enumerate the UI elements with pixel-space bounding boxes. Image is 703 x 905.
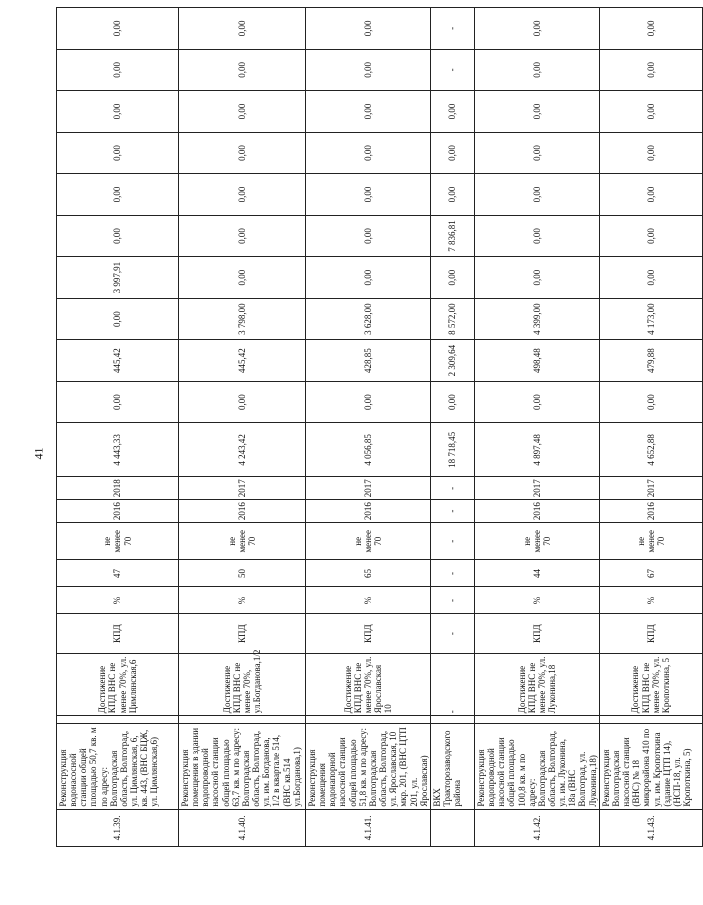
value-8: 0,00 bbox=[474, 132, 599, 174]
indicator: - bbox=[430, 614, 474, 653]
value-4: 4 399,00 bbox=[474, 298, 599, 340]
object-name: Реконструкция помещения водонапорной насосной станции общей площадью 51,8 кв. м по адресу: Волгоградская область, Волгоград, ул. Ярославская, 10 мкр. 201, (ВНС ЦТП 201, ул. Ярославская) bbox=[306, 724, 431, 809]
row-number: 4.1.41. bbox=[306, 809, 431, 846]
value-10: 0,00 bbox=[57, 49, 179, 91]
year-start: 2016 bbox=[179, 500, 306, 523]
indicator: КПД bbox=[179, 614, 306, 653]
target-value: не менее 70 bbox=[474, 523, 599, 560]
value-8: 0,00 bbox=[57, 132, 179, 174]
year-end: 2017 bbox=[179, 477, 306, 500]
value-8: 0,00 bbox=[306, 132, 431, 174]
row-number: 4.1.43. bbox=[599, 809, 702, 846]
value-4: 8 572,00 bbox=[430, 298, 474, 340]
unit: % bbox=[306, 587, 431, 614]
year-end: 2017 bbox=[599, 477, 702, 500]
target-value: не менее 70 bbox=[306, 523, 431, 560]
value-5: 0,00 bbox=[474, 257, 599, 299]
table-row bbox=[57, 8, 179, 847]
value-3: 445,42 bbox=[179, 340, 306, 382]
value-4: 4 173,00 bbox=[599, 298, 702, 340]
value-7: 0,00 bbox=[474, 174, 599, 216]
spacer bbox=[306, 716, 431, 724]
indicator: КПД bbox=[474, 614, 599, 653]
value-4: 0,00 bbox=[57, 298, 179, 340]
row-number: 4.1.39. bbox=[57, 809, 179, 846]
spacer bbox=[179, 716, 306, 724]
value-5: 0,00 bbox=[179, 257, 306, 299]
value-11: 0,00 bbox=[57, 8, 179, 50]
value-6: 0,00 bbox=[306, 215, 431, 257]
value-5: 0,00 bbox=[599, 257, 702, 299]
total-cost: 4 652,88 bbox=[599, 423, 702, 477]
unit: - bbox=[430, 587, 474, 614]
current-value: 67 bbox=[599, 560, 702, 587]
unit: % bbox=[474, 587, 599, 614]
value-7: 0,00 bbox=[306, 174, 431, 216]
value-8: 0,00 bbox=[179, 132, 306, 174]
value-9: 0,00 bbox=[306, 91, 431, 133]
table-row bbox=[306, 8, 431, 847]
object-name: Реконструкция Волгоградская насосной станции (ВНС) № 18 микрорайона 410 по ул. им. Кропоткина (здание ЦТП 14), (НСП-18, ул. Кропоткина, 5) bbox=[599, 724, 702, 809]
target-value: - bbox=[430, 523, 474, 560]
value-5: 3 997,91 bbox=[57, 257, 179, 299]
current-value: 47 bbox=[57, 560, 179, 587]
current-value: 65 bbox=[306, 560, 431, 587]
year-end: 2017 bbox=[474, 477, 599, 500]
value-11: - bbox=[430, 8, 474, 50]
value-7: 0,00 bbox=[57, 174, 179, 216]
goal-text: Достижение КПД ВНС не менее 70%, ул. Ярославская 10 bbox=[306, 653, 431, 715]
value-8: 0,00 bbox=[599, 132, 702, 174]
target-value: не менее 70 bbox=[599, 523, 702, 560]
indicator: КПД bbox=[306, 614, 431, 653]
rotated-table-container bbox=[56, 7, 692, 847]
value-5: 0,00 bbox=[430, 257, 474, 299]
table-body bbox=[57, 8, 703, 847]
spacer bbox=[474, 716, 599, 724]
current-value: 50 bbox=[179, 560, 306, 587]
goal-text: Достижение КПД ВНС не менее 70%, ул.Богданова,1/2 bbox=[179, 653, 306, 715]
object-name: Реконструкция водонасосной станции общей площадью 50,7 кв. м по адресу: Волгоградская область, Волгоград, ул. Цимлянская, 6, кв. 443, (ВНС БЦЖ, ул. Цимлянская,6) bbox=[57, 724, 179, 809]
value-9: 0,00 bbox=[430, 91, 474, 133]
goal-text: Достижение КПД ВНС не менее 70%, ул. Луконина,18 bbox=[474, 653, 599, 715]
value-9: 0,00 bbox=[57, 91, 179, 133]
value-11: 0,00 bbox=[474, 8, 599, 50]
value-7: 0,00 bbox=[599, 174, 702, 216]
year-end: - bbox=[430, 477, 474, 500]
object-name: Реконструкция водопроводной насосной станции общей площадью 100,8 кв. м по адресу: Волгоградская область, Волгоград, ул. им. Луконина, 18а (ВНС Волгоград, ул. Луконина,18) bbox=[474, 724, 599, 809]
year-start: 2016 bbox=[57, 500, 179, 523]
value-10: 0,00 bbox=[599, 49, 702, 91]
goal-text: - bbox=[430, 653, 474, 715]
total-cost: 4 243,42 bbox=[179, 423, 306, 477]
value-6: 7 836,81 bbox=[430, 215, 474, 257]
value-4: 3 798,00 bbox=[179, 298, 306, 340]
object-name: Реконструкция помещения в здании водопроводной насосной станции общей площадью 63,7 кв. м по адресу: Волгоградская область, Волгоград, ул. им. Богданова, 1/2 в квартале 514, (ВНС кв.514 ул.Богданова,1) bbox=[179, 724, 306, 809]
value-2: 0,00 bbox=[57, 381, 179, 423]
year-end: 2018 bbox=[57, 477, 179, 500]
target-value: не менее 70 bbox=[179, 523, 306, 560]
current-value: - bbox=[430, 560, 474, 587]
value-2: 0,00 bbox=[179, 381, 306, 423]
goal-text: Достижение КПД ВНС не менее 70%, ул. Кропоткина, 5 bbox=[599, 653, 702, 715]
value-6: 0,00 bbox=[179, 215, 306, 257]
value-8: 0,00 bbox=[430, 132, 474, 174]
value-11: 0,00 bbox=[179, 8, 306, 50]
value-3: 445,42 bbox=[57, 340, 179, 382]
spacer bbox=[599, 716, 702, 724]
row-number: 4.1.40. bbox=[179, 809, 306, 846]
value-2: 0,00 bbox=[430, 381, 474, 423]
value-11: 0,00 bbox=[599, 8, 702, 50]
unit: % bbox=[57, 587, 179, 614]
unit: % bbox=[599, 587, 702, 614]
goal-text: Достижение КПД ВНС не менее 70%, ул. Цимлянская,6 bbox=[57, 653, 179, 715]
unit: % bbox=[179, 587, 306, 614]
table-row bbox=[599, 8, 702, 847]
value-3: 479,88 bbox=[599, 340, 702, 382]
value-7: 0,00 bbox=[179, 174, 306, 216]
value-11: 0,00 bbox=[306, 8, 431, 50]
year-end: 2017 bbox=[306, 477, 431, 500]
value-2: 0,00 bbox=[306, 381, 431, 423]
value-10: 0,00 bbox=[306, 49, 431, 91]
object-name: ВКХ Тракторозаводского района bbox=[430, 724, 474, 809]
row-number: 4.1.42. bbox=[474, 809, 599, 846]
total-cost: 4 056,85 bbox=[306, 423, 431, 477]
value-2: 0,00 bbox=[599, 381, 702, 423]
indicator: КПД bbox=[599, 614, 702, 653]
value-2: 0,00 bbox=[474, 381, 599, 423]
target-value: не менее 70 bbox=[57, 523, 179, 560]
row-number bbox=[430, 809, 474, 846]
current-value: 44 bbox=[474, 560, 599, 587]
value-10: 0,00 bbox=[474, 49, 599, 91]
table-row bbox=[474, 8, 599, 847]
value-9: 0,00 bbox=[599, 91, 702, 133]
value-3: 428,85 bbox=[306, 340, 431, 382]
value-5: 0,00 bbox=[306, 257, 431, 299]
value-6: 0,00 bbox=[599, 215, 702, 257]
year-start: 2016 bbox=[306, 500, 431, 523]
value-10: 0,00 bbox=[179, 49, 306, 91]
value-3: 2 309,64 bbox=[430, 340, 474, 382]
total-cost: 4 897,48 bbox=[474, 423, 599, 477]
value-6: 0,00 bbox=[57, 215, 179, 257]
spacer bbox=[57, 716, 179, 724]
investment-program-table bbox=[56, 7, 703, 847]
value-4: 3 628,00 bbox=[306, 298, 431, 340]
table-row bbox=[179, 8, 306, 847]
total-cost: 4 443,33 bbox=[57, 423, 179, 477]
indicator: КПД bbox=[57, 614, 179, 653]
value-7: 0,00 bbox=[430, 174, 474, 216]
year-start: - bbox=[430, 500, 474, 523]
year-start: 2016 bbox=[599, 500, 702, 523]
value-9: 0,00 bbox=[179, 91, 306, 133]
total-cost: 18 718,45 bbox=[430, 423, 474, 477]
page-number: 41 bbox=[31, 447, 46, 460]
table-row bbox=[430, 8, 474, 847]
value-10: - bbox=[430, 49, 474, 91]
value-6: 0,00 bbox=[474, 215, 599, 257]
value-3: 498,48 bbox=[474, 340, 599, 382]
spacer bbox=[430, 716, 474, 724]
year-start: 2016 bbox=[474, 500, 599, 523]
value-9: 0,00 bbox=[474, 91, 599, 133]
